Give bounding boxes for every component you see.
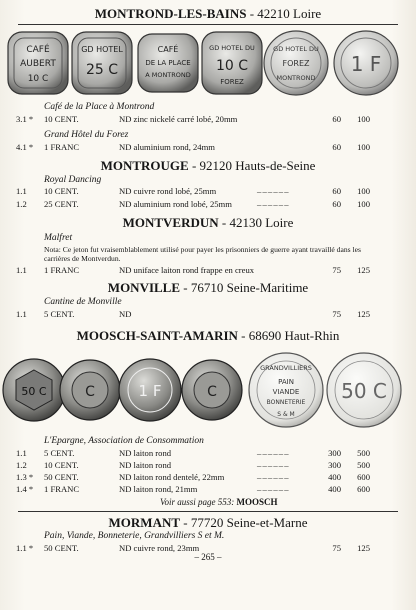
see-also-target: MOOSCH [236, 497, 278, 507]
dash-leader: – – – – – – [257, 460, 289, 470]
section-rule [18, 24, 398, 25]
coin-cafe-4 [202, 32, 262, 94]
price-high: 100 [357, 199, 370, 209]
coin-text: GD HOTEL [81, 45, 123, 54]
price-low: 75 [332, 543, 341, 553]
issuer-name: Malfret [44, 233, 73, 243]
table-row [0, 460, 416, 471]
price-low: 75 [332, 265, 341, 275]
price-high: 600 [357, 472, 370, 482]
issuer-name: Café de la Place à Montrond [44, 102, 155, 112]
coin-text: BONNETERIE [266, 399, 306, 406]
table-row [0, 114, 416, 125]
page-number: – 265 – [194, 552, 222, 562]
coin-moosch-1 [3, 359, 65, 421]
issuer-name: Royal Dancing [44, 175, 102, 185]
entry-number: 1.1 [16, 265, 27, 275]
coin-text: GD HOTEL DU [209, 44, 255, 52]
dash-leader: – – – – – – [257, 199, 289, 209]
entry-description: ND laiton rond [119, 460, 172, 470]
entry-description: ND cuivre rond, 23mm [119, 543, 200, 553]
table-row [0, 309, 416, 320]
entry-number: 1.2 [16, 199, 27, 209]
city-name: MONVILLE [107, 280, 181, 295]
price-low: 300 [328, 448, 341, 458]
table-row [0, 484, 416, 495]
entry-value: 1 FRANC [44, 484, 80, 494]
coin-moosch-4 [182, 360, 242, 420]
price-high: 500 [357, 460, 370, 470]
price-high: 125 [357, 543, 370, 553]
entry-value: 50 CENT. [44, 543, 79, 553]
dash-leader: – – – – – – [257, 484, 289, 494]
coin-text: 10 C [27, 74, 49, 84]
coin-text: CAFÉ [26, 45, 50, 55]
coin-text: S & M [277, 411, 295, 418]
entry-number: 1.1 [16, 186, 27, 196]
dash-leader: – – – – – – [257, 448, 289, 458]
note-text: Nota: Ce jeton fut vraisemblablement utilisé pour payer les prisonniers de guerre ayant travaillé dans les carrières de Montverdun. [44, 245, 361, 263]
entry-description: ND [119, 309, 132, 319]
city-name: MONTVERDUN [122, 215, 219, 230]
city-name: MONTROUGE [100, 158, 189, 173]
city-code: - 77720 Seine-et-Marne [180, 515, 308, 530]
coin-text: 1 F [350, 52, 382, 76]
entry-description: ND laiton rond, 21mm [119, 484, 198, 494]
coin-text: 10 C [215, 58, 249, 74]
issuer-name: Cantine de Monville [44, 297, 122, 307]
price-high: 125 [357, 309, 370, 319]
coin-image-row-moosch [0, 348, 416, 432]
city-code: - 68690 Haut-Rhin [237, 328, 340, 343]
entry-value: 1 FRANC [44, 265, 80, 275]
coin-text: C [85, 384, 95, 400]
coin-text: FOREZ [220, 78, 244, 86]
entry-description: ND uniface laiton rond frappe en creux [119, 265, 255, 275]
entry-value: 10 CENT. [44, 186, 79, 196]
table-row [0, 472, 416, 483]
price-high: 100 [357, 114, 370, 124]
see-also-text: Voir aussi page 553: [160, 497, 237, 507]
city-name: MONTROND-LES-BAINS [94, 6, 247, 21]
entry-value: 25 CENT. [44, 199, 79, 209]
city-name: MOOSCH-SAINT-AMARIN [76, 328, 238, 343]
dash-leader: – – – – – – [257, 186, 289, 196]
coin-text: VIANDE [272, 388, 300, 396]
coin-text: FOREZ [282, 59, 310, 68]
coin-cafe-front [8, 32, 68, 94]
entry-number: 1.1 [16, 448, 27, 458]
entry-number: 1.4 * [16, 484, 34, 494]
price-low: 60 [332, 142, 341, 152]
city-code: - 42130 Loire [218, 215, 294, 230]
entry-value: 10 CENT. [44, 460, 79, 470]
coin-moosch-2 [60, 360, 120, 420]
city-code: - 76710 Seine-Maritime [180, 280, 309, 295]
coin-text: 50 C [341, 379, 387, 403]
issuer-name: L'Epargne, Association de Consommation [44, 436, 204, 446]
coin-text: 50 C [21, 385, 47, 398]
entry-description: ND laiton rond [119, 448, 172, 458]
entry-number: 1.2 [16, 460, 27, 470]
price-high: 500 [357, 448, 370, 458]
entry-value: 5 CENT. [44, 448, 75, 458]
table-row [0, 142, 416, 153]
coin-cafe-2 [72, 32, 132, 94]
price-low: 400 [328, 472, 341, 482]
entry-description: ND aluminium rond, 24mm [119, 142, 215, 152]
coin-text: GRANDVILLIERS [260, 364, 312, 372]
coin-hotel-back [334, 31, 398, 95]
entry-description: ND aluminium rond lobé, 25mm [119, 199, 232, 209]
coin-text: 25 C [85, 62, 119, 78]
entry-description: ND laiton rond dentelé, 22mm [119, 472, 225, 482]
coin-text: GD HOTEL DU [273, 45, 319, 53]
coin-text: A MONTROND [145, 71, 191, 79]
price-low: 60 [332, 186, 341, 196]
coin-cafe-back [138, 34, 198, 92]
price-low: 60 [332, 114, 341, 124]
issuer-name: Pain, Viande, Bonneterie, Grandvilliers S et M. [44, 531, 225, 541]
coin-text: AUBERT [20, 59, 56, 69]
section-rule [18, 511, 398, 512]
entry-value: 50 CENT. [44, 472, 79, 482]
price-high: 100 [357, 186, 370, 196]
entry-number: 3.1 * [16, 114, 34, 124]
entry-value: 10 CENT. [44, 114, 79, 124]
entry-number: 4.1 * [16, 142, 34, 152]
coin-moosch-6 [327, 353, 401, 427]
coin-text: C [207, 384, 217, 400]
coin-hotel-front [264, 31, 328, 95]
price-low: 300 [328, 460, 341, 470]
entry-value: 5 CENT. [44, 309, 75, 319]
city-code: - 92120 Hauts-de-Seine [188, 158, 316, 173]
entry-description: ND cuivre rond lobé, 25mm [119, 186, 217, 196]
coin-text: DE LA PLACE [145, 59, 191, 67]
entry-number: 1.3 * [16, 472, 34, 482]
table-row [0, 265, 416, 276]
dash-leader: – – – – – – [257, 472, 289, 482]
price-high: 125 [357, 265, 370, 275]
entry-number: 1.1 [16, 309, 27, 319]
coin-text: 1 F [138, 382, 162, 400]
coin-moosch-3 [119, 359, 181, 421]
coin-moosch-5 [249, 353, 323, 427]
table-row [0, 186, 416, 197]
price-low: 60 [332, 199, 341, 209]
price-high: 100 [357, 142, 370, 152]
price-high: 600 [357, 484, 370, 494]
issuer-name: Grand Hôtel du Forez [44, 130, 129, 140]
coin-image-row-montrond [0, 26, 416, 108]
entry-value: 1 FRANC [44, 142, 80, 152]
coin-text: PAIN [278, 378, 294, 386]
city-name: MORMANT [108, 515, 181, 530]
table-row [0, 199, 416, 210]
coin-text: MONTROND [276, 74, 316, 82]
see-also-reference [160, 497, 278, 507]
price-low: 75 [332, 309, 341, 319]
coin-text: CAFÉ [157, 45, 179, 54]
city-code: - 42210 Loire [246, 6, 322, 21]
entry-number: 1.1 * [16, 543, 34, 553]
entry-description: ND zinc nickelé carré lobé, 20mm [119, 114, 238, 124]
table-row [0, 448, 416, 459]
price-low: 400 [328, 484, 341, 494]
